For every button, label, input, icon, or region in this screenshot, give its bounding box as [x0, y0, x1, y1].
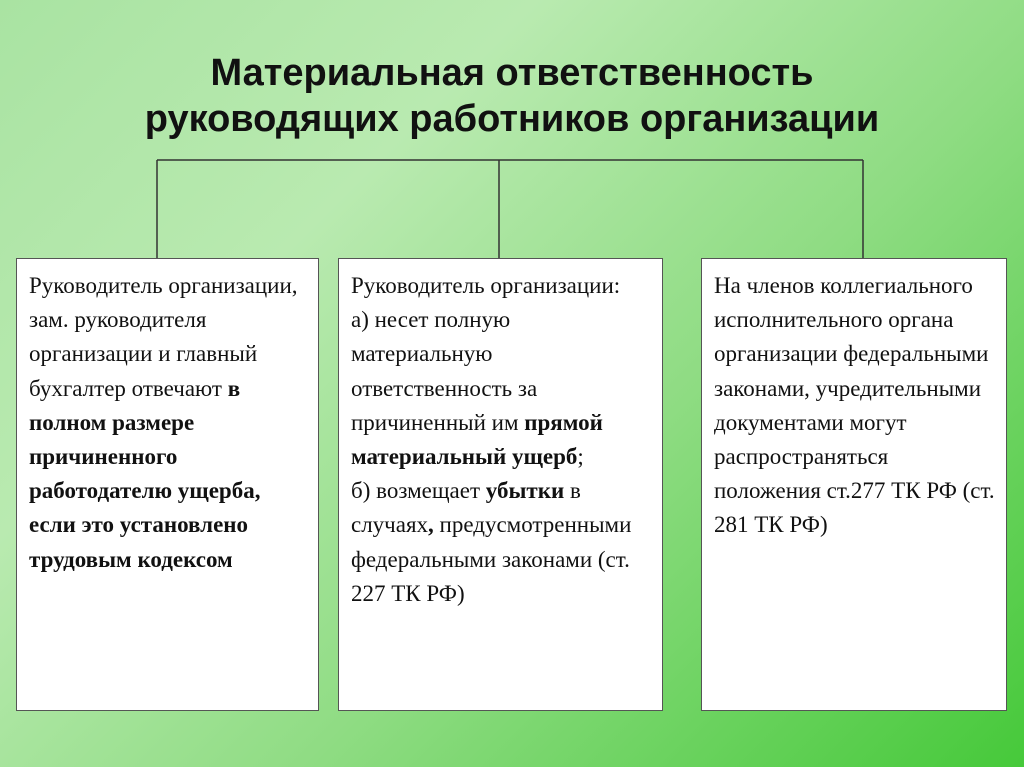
box-text-segment: ; [577, 444, 584, 470]
box-text [714, 269, 996, 543]
box-text-segment: предусмотренными федеральными законами (ст. 227 ТК РФ) [351, 512, 632, 606]
box-managers-full-liability [16, 258, 319, 711]
box-text-segment: Руководитель организации: [351, 273, 621, 298]
title-line-2: руководящих работников организации [144, 98, 880, 140]
box-text-segment: Руководитель организации, зам. руководителя организации и главный бухгалтер отвечают [29, 273, 298, 401]
box-text-bold-segment: в полном размере причиненного работодателю ущерба, если это установлено трудовым кодексом [29, 375, 261, 572]
title-line-1: Материальная ответственность [210, 52, 814, 94]
box-text-bold-segment: , [428, 512, 434, 538]
box-collegial-executive-body [701, 258, 1007, 711]
box-text [351, 269, 652, 611]
box-head-of-organization [338, 258, 663, 711]
diagram-title [0, 50, 1024, 142]
box-text-segment: б) возмещает [351, 478, 486, 504]
box-text-segment: в случаях [351, 478, 581, 538]
box-text-segment: На членов коллегиального исполнительного органа организации федеральными законами, учредительными документами могут распространяться положения ст.277 ТК РФ (ст. 281 ТК РФ) [714, 273, 995, 538]
box-text-bold-segment: убытки [485, 478, 565, 504]
box-text-segment: а) несет полную материальную ответственность за причиненный им [351, 307, 538, 435]
box-text-bold-segment: прямой материальный ущерб [351, 409, 603, 470]
box-text [29, 269, 308, 577]
